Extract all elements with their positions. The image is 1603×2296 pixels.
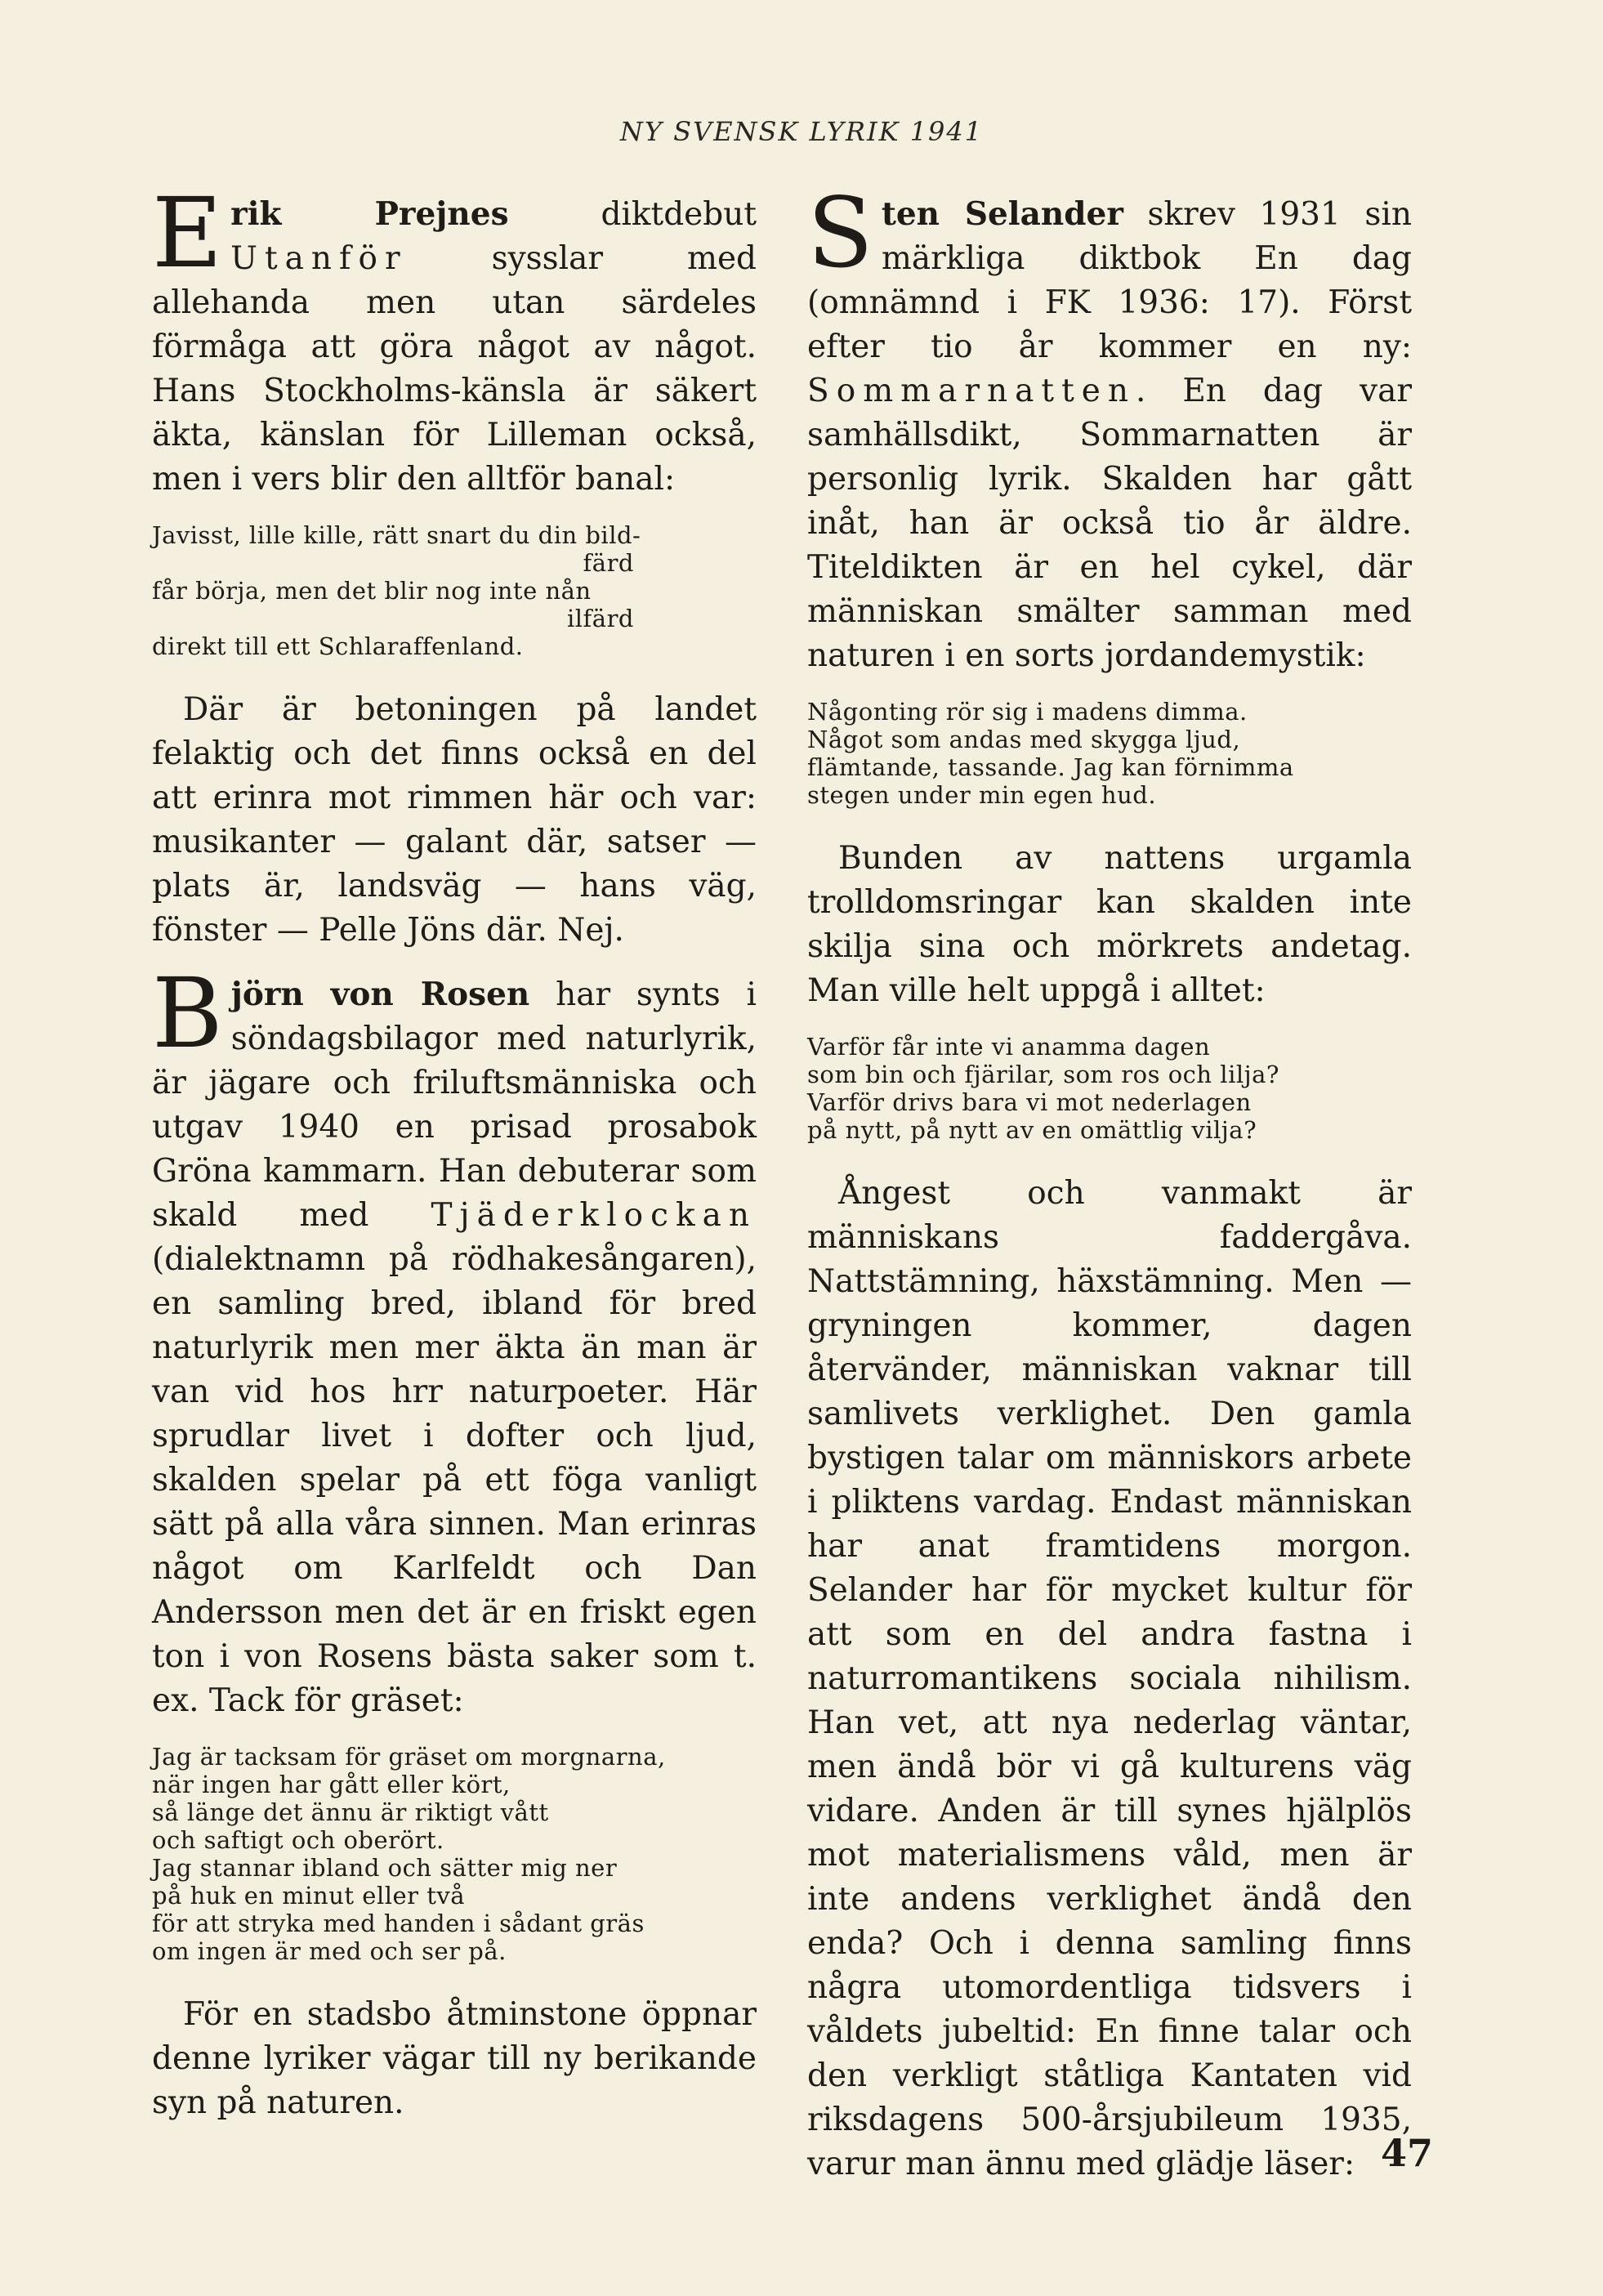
left-column (152, 176, 757, 2145)
poem-line: Jag stannar ibland och sätter mig ner (152, 1854, 618, 1882)
paragraph-text: skrev 1931 sin märkliga diktbok En dag (omnämnd i FK 1936: 17). Först efter tio år kommer en ny: (807, 196, 1412, 365)
drop-cap: E (152, 176, 223, 289)
right-column (807, 176, 1412, 2206)
angest-paragraph: Ångest och vanmakt är människans faddergåva. Nattstämning, häxstämning. Men — gryningen kommer, dagen återvänder, människan vaknar till samlivets verklighet. Den gamla bystigen talar om människors arbete i pliktens vardag. Endast människan har anat framtidens morgon. Selander har för mycket kultur för att som en del andra fastna i naturromantikens sociala nihilism. Han vet, att nya nederlag väntar, men ändå bör vi gå kulturens väg vidare. Anden är till synes hjälplös mot materialismens våld, men är inte andens verklighet ändå den enda? Och i denna samling finns några utomordentliga tidsvers i våldets jubeltid: En finne talar och den verkligt ståtliga Kantaten vid riksdagens 500-årsjubileum 1935, varur man ännu med glädje läser: (807, 1175, 1412, 2182)
drop-cap: B (152, 957, 223, 1070)
poem-quote (152, 1743, 757, 1965)
poem-line: Varför drivs bara vi mot nederlagen (807, 1088, 1252, 1116)
poem-line: och saftigt och oberört. (152, 1826, 444, 1854)
poem-line: stegen under min egen hud. (807, 781, 1157, 809)
poem-quote (807, 698, 1412, 809)
prejnes-paragraph (152, 176, 757, 502)
poem-line: Javisst, lille kille, rätt snart du din bild- (152, 521, 641, 549)
poem-line: Något som andas med skygga ljud, (807, 726, 1241, 753)
book-title: Utanför (230, 240, 408, 277)
poem-line: färd (583, 549, 634, 577)
page-number: 47 (1381, 2131, 1434, 2175)
closing-paragraph: För en stadsbo åtminstone öppnar denne lyriker vägar till ny berikande syn på naturen. (152, 1996, 757, 2121)
poem-quote (152, 521, 757, 660)
paragraph-text: diktdebut (508, 196, 757, 233)
running-title: NY SVENSK LYRIK 1941 (619, 116, 984, 147)
bunden-paragraph: Bunden av nattens urgamla trolldomsringar kan skalden inte skilja sina och mörkrets andetag. Man ville helt uppgå i alltet: (807, 840, 1412, 1009)
poem-line: för att stryka med handen i sådant gräs (152, 1910, 645, 1937)
poem-line: Någonting rör sig i madens dimma. (807, 698, 1248, 726)
paragraph-text: har synts i söndagsbilagor med naturlyrik, är jägare och friluftsmänniska och utgav 1940 en prisad prosabok Gröna kammarn. Han debuterar som skald med (152, 976, 757, 1234)
book-title: Tjäderklockan (431, 1197, 757, 1234)
poem-line: direkt till ett Schlaraffenland. (152, 632, 524, 660)
poem-line: som bin och fjärilar, som ros och lilja? (807, 1061, 1279, 1088)
author-name: ten Selander (881, 195, 1123, 233)
author-name: rik Prejnes (230, 195, 509, 233)
rimmen-paragraph: Där är betoningen på landet felaktig och det finns också en del att erinra mot rimmen här och var: musikanter — galant där, satser — plats är, landsväg — hans väg, fönster — Pelle Jöns där. Nej. (152, 691, 757, 949)
author-name: jörn von Rosen (230, 976, 530, 1013)
rosen-paragraph (152, 957, 757, 1723)
paragraph-text: (dialektnamn på rödhakesångaren), en samling bred, ibland för bred naturlyrik men mer äkta än man är van vid hos hrr naturpoeter. Här sprudlar livet i dofter och ljud, skalden spelar på ett föga vanligt sätt på alla våra sinnen. Man erinras något om Karlfeldt och Dan Andersson men det är en friskt egen ton i von Rosens bästa saker som t. ex. Tack för gräset: (152, 1241, 757, 1719)
poem-line: på huk en minut eller två (152, 1882, 466, 1910)
poem-quote (807, 1033, 1412, 1144)
poem-line: ilfärd (567, 605, 634, 632)
book-title: Sommarnatten (807, 373, 1136, 409)
poem-line: får börja, men det blir nog inte nån (152, 577, 592, 605)
paragraph-text: sysslar med allehanda men utan särdeles förmåga att göra något av något. Hans Stockholms-känsla är säkert äkta, känslan för Lilleman också, men i vers blir den alltför banal: (152, 240, 757, 498)
poem-line: flämtande, tassande. Jag kan förnimma (807, 753, 1294, 781)
drop-cap: S (807, 176, 873, 289)
poem-line: när ingen har gått eller kört, (152, 1771, 511, 1798)
poem-line: på nytt, på nytt av en omättlig vilja? (807, 1116, 1257, 1144)
paragraph-text: . En dag var samhällsdikt, Sommarnatten är personlig lyrik. Skalden har gått inåt, han är också tio år äldre. Titeldikten är en hel cykel, där människan smälter samman med naturen i en sorts jordandemystik: (807, 373, 1412, 674)
poem-line: så länge det ännu är riktigt vått (152, 1798, 549, 1826)
poem-line: Varför får inte vi anamma dagen (807, 1033, 1211, 1061)
selander-paragraph (807, 176, 1412, 678)
poem-line: om ingen är med och ser på. (152, 1937, 507, 1965)
poem-line: Jag är tacksam för gräset om morgnarna, (152, 1743, 666, 1771)
